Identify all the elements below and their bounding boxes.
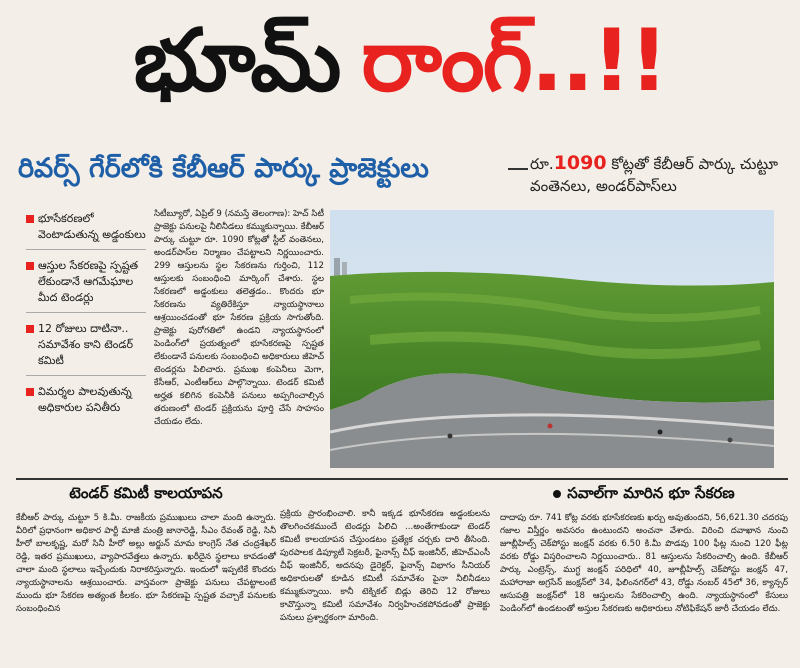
headline-part2: రాంగ్..!! xyxy=(361,10,667,111)
section-continuation xyxy=(280,508,490,668)
bullet-marker-icon xyxy=(26,215,34,223)
section-land-acquisition xyxy=(500,484,788,644)
bullet-item xyxy=(26,211,146,250)
bullet-marker-icon xyxy=(26,325,34,333)
park-photo-image xyxy=(330,210,774,468)
section-title xyxy=(500,484,788,506)
article-body: సిటీబ్యూరో, ఏప్రిల్ 9 (నమస్తే తెలంగాణ): హెచ్ సిటీ ప్రాజెక్టు పనులపై నీలినీడలు కమ్ముకున్నాయి. కేబీఆర్ పార్కు చుట్టూ రూ. 1090 కోట్లతో స్టీల్ వంతెనలు, అండర్‌పాస్‌ల నిర్మాణం చేపట్టాలని నిర్ణయించారు. 299 ఆస్తులను స్థల సేకరణను గుర్తించి, 112 ఆస్తులకు సంబంధించి మార్కింగ్ చేశారు. స్థల సేకరణలో అడ్డంకులు తలెత్తడం.. కొందరు భూ సేకరణను వ్యతిరేకిస్తూ న్యాయస్థానాలు ఆశ్రయించడంతో భూ సేకరణ ప్రక్రియ సాగుతోంది. ప్రాజెక్టు పురోగతిలో ఉండని న్యాయస్థానంలో పెండింగ్‌లో ప్రయత్నంలో భూసేకరణపై స్పష్టత లేకుండానే పనులకు సంబంధించి అధికారులు జీహెచ్ టెండర్లను పిలిచారు. ప్రముఖ కంపెనీలు మెగా, కేసీఆర్, ఎంటీఆర్‌లు పాల్గొన్నాయి. టెండర్ కమిటీ అర్హత కలిగిన కంపెనీకి పనులు అప్పగించాల్సిన తరుణంలో టెండర్ ప్రక్రియను పూర్తి చేసే సాహసం చేయడం లేదు. xyxy=(154,209,324,427)
headline-part1: భూమ్ xyxy=(133,10,340,111)
section-divider xyxy=(16,478,788,480)
bullet-marker-icon xyxy=(26,262,34,270)
bullet-item xyxy=(26,258,146,313)
subheadline: రివర్స్ గేర్‌లోకి కేబీఆర్ పార్కు ప్రాజెక్టులు xyxy=(18,153,429,184)
section-title-text: సవాల్‌గా మారిన భూ సేకరణ xyxy=(567,484,735,502)
section-body: కేబీఆర్ పార్కు చుట్టూ 5 కి.మీ. రాజకీయ ప్రముఖులు చాలా మంది ఉన్నారు. వీరిలో ప్రధానంగా అధికార పార్టీ మాజీ మంత్రి జానారెడ్డి, సీఎం రేవంత్ రెడ్డి, సినీ హీరో బాలకృష్ణ, మరో సినీ హీరో అల్లు అర్జున్ మామ కాంగ్రెస్ నేత చంద్రశేఖర్ రెడ్డి, ఇతర ప్రముఖులు, వ్యాపారవేత్తలు ఉన్నారు. ఖరీదైన స్థలాలు కావడంతో చాలా మంది స్థలాలు ఇచ్చేందుకు నిరాకరిస్తున్నారు. ఇందులో ఇప్పటికే కొందరు న్యాయస్థానాలను ఆశ్రయించారు. వాస్తవంగా ప్రాజెక్టు పనులు చేపట్టాలంటే ముందు భూ సేకరణ అత్యంత కీలకం. భూ సేకరణపై స్పష్టత వచ్చాకే పనులకు సంబంధించిన xyxy=(16,513,276,614)
side-note-text: కోట్లతో కేబీఆర్ పార్కు చుట్టూ వంతెనలు, అండర్‌పాస్‌లు xyxy=(530,155,779,195)
side-note-amount: 1090 xyxy=(553,152,607,174)
side-note-prefix: రూ. xyxy=(530,155,554,173)
section-tender-committee xyxy=(16,484,276,644)
bullet-dot-icon xyxy=(553,490,561,498)
bullet-marker-icon xyxy=(26,388,34,396)
side-note xyxy=(530,152,792,197)
bullet-text: ఆస్తుల సేకరణపై స్పష్టత లేకుండానే ఆగమేఘాల మీద టెండర్లు xyxy=(38,259,139,304)
bullet-text: విమర్శల పాలవుతున్న అధికారుల పనితీరు xyxy=(38,385,132,414)
section-title: టెండర్ కమిటీ కాలయాపన xyxy=(69,484,223,502)
park-aerial-photo xyxy=(330,210,774,468)
bullet-item xyxy=(26,321,146,376)
bullet-list xyxy=(26,211,146,430)
section-body: దాదాపు రూ. 741 కోట్ల వరకు భూసేకరణకు ఖర్చు అవుతుందని, 56,621.30 చదరపు గజాల విస్తీర్ణం అవసరం ఉంటుందని అంచనా వేశారు. విరించి దవాఖాన నుంచి జూబ్లీహిల్స్ చెక్‌పోస్టు జంక్షన్ వరకు 6.50 కి.మీ పొడవు 100 ఫీట్ల నుంచి 120 ఫీట్ల వరకు రోడ్డు విస్తరించాలని నిర్ణయించారు.. 81 ఆస్తులను సేకరించాల్సి ఉంది. కేబీఆర్ పార్కు ఎంట్రెన్స్, ముగ్ధ జంక్షన్ పరిధిలో 40, జూబ్లీహిల్స్ చెక్‌పోస్టు జంక్షన్ 47, మహారాజా అగ్రసేన్ జంక్షన్‌లో 34, ఫిలింనగర్‌లో 43, రోడ్డు నంబర్ 45లో 36, క్యాన్సర్ ఆసుపత్రి జంక్షన్‌లో 18 ఆస్తులను సేకరించాల్సి ఉంది. న్యాయస్థానంలో కేసులు పెండింగ్‌లో ఉండటంతో అస్తుల సేకరణకు అధికారులు నోటిఫికేషన్ జారీ చేయడం లేదు. xyxy=(500,513,788,614)
bullet-text: 12 రోజులు దాటినా.. సమావేశం కాని టెండర్ కమిటీ xyxy=(38,322,133,367)
subheadline-divider xyxy=(508,168,528,170)
bullet-item xyxy=(26,384,146,422)
headline xyxy=(0,0,800,142)
bullet-text: భూసేకరణలో వెంటాడుతున్న అడ్డంకులు xyxy=(38,212,146,241)
section-body: ప్రక్రియ ప్రారంభించాలి. కానీ ఇక్కడ భూసేకరణ అడ్డంకులను తొలగించకముందే టెండర్లు పిలిచి ...అంతేగాకుండా టెండర్ కమిటీ కాలయాపన చేస్తుండటం ప్రత్యేక చర్చకు దారి తీసింది. పురపాలక డిప్యూటీ సెక్రటరీ, ఫైనాన్స్ చీఫ్ ఇంజినీర్, జీహెచ్ఎంసీ చీఫ్ ఇంజినీర్, అదనపు డైరెక్టర్, ఫైనాన్స్ విభాగం సీనియర్ అధికారులతో కూడిన కమిటీ సమావేశం పైనా నీలినీడలు కమ్ముకున్నాయి. కానీ టెక్నికల్ బిడ్లు తెరిచి 12 రోజులు కావొస్తున్నా కమిటీ సమావేశం నిర్వహించకపోవడంతో ప్రాజెక్టు పనులు ప్రశ్నార్థకంగా మారింది. xyxy=(280,509,490,623)
